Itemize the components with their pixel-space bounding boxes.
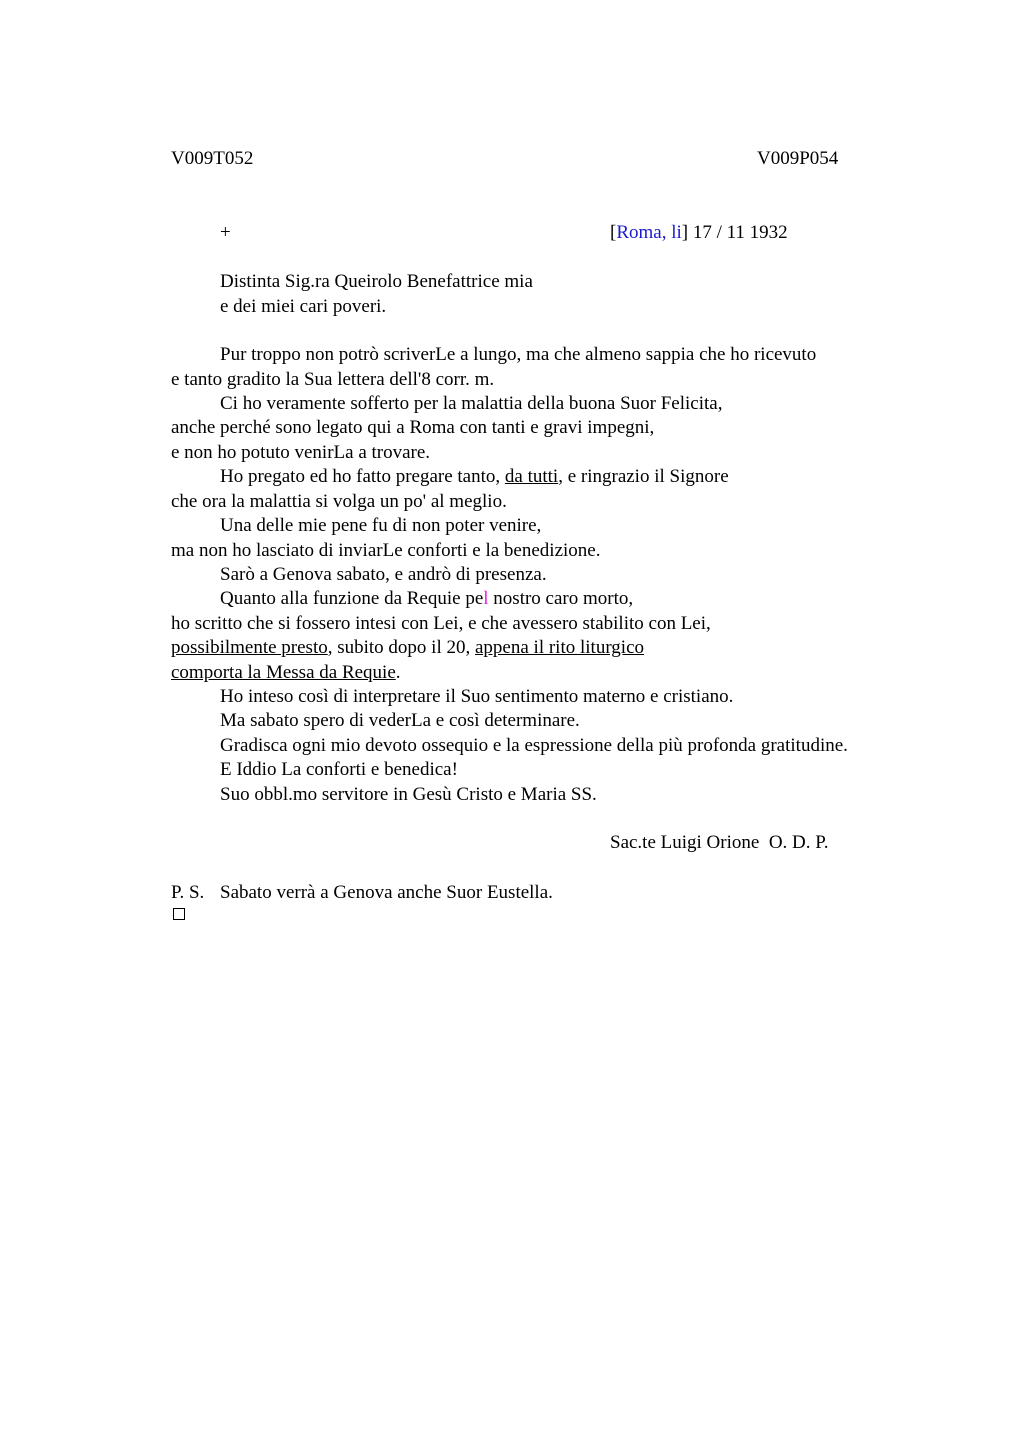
- body-line: [171, 636, 644, 660]
- doc-code-left: V009T052: [171, 148, 254, 169]
- body-line: ho scritto che si fossero intesi con Lei, e che avessero stabilito con Lei,: [171, 613, 711, 634]
- dateline: [610, 221, 788, 245]
- underlined-text: comporta la Messa da Requie: [171, 662, 396, 683]
- body-line: Suo obbl.mo servitore in Gesù Cristo e Maria SS.: [220, 784, 597, 805]
- underlined-text: da tutti: [504, 466, 559, 487]
- body-text: .: [395, 662, 401, 683]
- body-line: anche perché sono legato qui a Roma con tanti e gravi impegni,: [171, 417, 655, 438]
- inserted-letter: l: [483, 588, 489, 609]
- body-line: [171, 661, 401, 685]
- bracket-close: ]: [681, 222, 689, 243]
- body-line: Sarò a Genova sabato, e andrò di presenza.: [220, 564, 547, 585]
- postscript-label: P. S.: [171, 882, 205, 903]
- body-text: nostro caro morto,: [488, 588, 634, 609]
- underlined-text: possibilmente presto: [171, 637, 328, 658]
- bracket-open: [: [610, 222, 617, 243]
- body-line: e tanto gradito la Sua lettera dell'8 corr. m.: [171, 369, 495, 390]
- body-line: che ora la malattia si volga un po' al meglio.: [171, 491, 507, 512]
- body-text: , e ringrazio il Signore: [558, 466, 729, 487]
- signature: Sac.te Luigi Orione O. D. P.: [610, 832, 829, 853]
- body-line: Ci ho veramente sofferto per la malattia della buona Suor Felicita,: [220, 393, 723, 414]
- body-line: Una delle mie pene fu di non poter venire,: [220, 515, 542, 536]
- doc-code-right: V009P054: [757, 148, 839, 169]
- place-text: Roma, li: [616, 222, 682, 243]
- cross-mark: +: [220, 222, 231, 243]
- end-marker-icon: [173, 908, 185, 920]
- body-line: ma non ho lasciato di inviarLe conforti e la benedizione.: [171, 540, 601, 561]
- salutation-line-1: Distinta Sig.ra Queirolo Benefattrice mia: [220, 271, 533, 292]
- body-text: Quanto alla funzione da Requie pe: [220, 588, 484, 609]
- body-text: Ho pregato ed ho fatto pregare tanto,: [220, 466, 505, 487]
- body-line: Ho inteso così di interpretare il Suo sentimento materno e cristiano.: [220, 686, 734, 707]
- body-line: E Iddio La conforti e benedica!: [220, 759, 458, 780]
- date-text: 17 / 11 1932: [688, 222, 788, 243]
- salutation-line-2: e dei miei cari poveri.: [220, 296, 387, 317]
- postscript-text: Sabato verrà a Genova anche Suor Eustella.: [220, 882, 553, 903]
- body-line: Gradisca ogni mio devoto ossequio e la espressione della più profonda gratitudine.: [220, 735, 848, 756]
- body-line: e non ho potuto venirLa a trovare.: [171, 442, 431, 463]
- body-line: Ma sabato spero di vederLa e così determinare.: [220, 710, 580, 731]
- underlined-text: appena il rito liturgico: [475, 637, 645, 658]
- body-text: , subito dopo il 20,: [327, 637, 475, 658]
- body-line: [220, 587, 633, 611]
- body-line: [220, 465, 729, 489]
- body-line: Pur troppo non potrò scriverLe a lungo, ma che almeno sappia che ho ricevuto: [220, 344, 817, 365]
